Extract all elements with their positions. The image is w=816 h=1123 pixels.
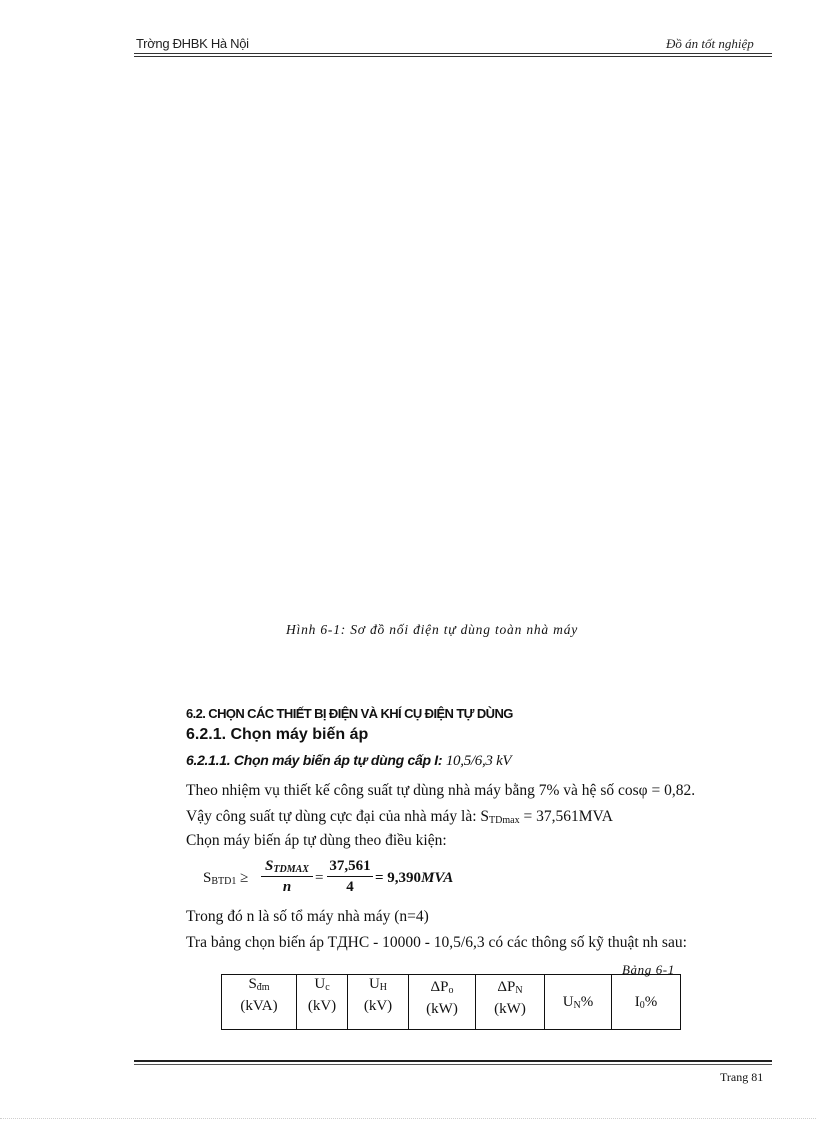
- formula-lhs-symbol: S: [203, 870, 212, 886]
- formula-ge-sign: ≥: [236, 870, 249, 886]
- paragraph-max-power: [186, 808, 613, 826]
- header-document-type: Đồ án tốt nghiệp: [666, 36, 754, 51]
- fraction-numerator: [261, 858, 313, 877]
- formula-fraction-numeric: [327, 858, 373, 896]
- col-rated-power: $S_{đm}$ (kVA): [222, 975, 297, 1030]
- formula-lhs: [203, 870, 248, 887]
- header-school: Trờng ĐHBK Hà Nội: [136, 36, 249, 51]
- paragraph-selfuse-ratio: Theo nhiệm vụ thiết kế công suất tự dùng nhà máy bằng 7% và hệ số cosφ = 0,82.: [186, 782, 696, 799]
- figure-caption: Hình 6-1: Sơ đồ nối điện tự dùng toàn nhà máy: [286, 622, 579, 637]
- numeric-numerator: 37,561: [327, 858, 373, 877]
- formula-result-unit: MVA: [421, 870, 454, 886]
- transformer-spec-table: [221, 974, 681, 1030]
- formula-equals: =: [315, 870, 324, 886]
- page-bottom-border: [0, 1118, 816, 1119]
- col-no-load-loss: $\Delta P_o$ (kW): [409, 975, 476, 1030]
- col-low-voltage: $U_H$ (kV): [348, 975, 409, 1030]
- col-no-load-current: $I_0\%$: [612, 975, 681, 1030]
- table-label: Bảng 6-1: [622, 962, 675, 977]
- page-number: Trang 81: [720, 1070, 764, 1084]
- fraction-denominator: n: [282, 879, 292, 895]
- subsection-heading: 6.2.1. Chọn máy biến áp: [186, 726, 369, 743]
- formula-lhs-subscript: BTD1: [211, 876, 237, 887]
- formula-result: [375, 870, 453, 887]
- header-rule: [134, 53, 772, 54]
- col-short-circuit-voltage: $U_N\%$: [545, 975, 612, 1030]
- numerator-subscript: TDMAX: [273, 864, 309, 875]
- section-heading: 6.2. CHỌN CÁC THIẾT BỊ ĐIỆN VÀ KHÍ CỤ ĐIỆN TỰ DÙNG: [186, 706, 513, 721]
- formula-result-value: = 9,390: [375, 870, 422, 886]
- numerator-symbol: S: [265, 858, 274, 874]
- paragraph-table-intro: Tra bảng chọn biến áp TДHC - 10000 - 10,5/6,3 có các thông số kỹ thuật nh sau:: [186, 934, 687, 951]
- max-power-text: Vậy công suất tự dùng cực đại của nhà máy là: S: [186, 808, 490, 825]
- subsubsection-heading: [186, 752, 511, 770]
- table-header-row: [222, 975, 681, 1030]
- col-high-voltage: $U_c$ (kV): [297, 975, 348, 1030]
- col-short-circuit-loss: $\Delta P_N$ (kW): [476, 975, 545, 1030]
- numeric-denominator: 4: [346, 879, 354, 895]
- paragraph-condition: Chọn máy biến áp tự dùng theo điều kiện:: [186, 832, 447, 849]
- footer-rule: [134, 1060, 772, 1062]
- paragraph-unit-count: Trong đó n là số tổ máy nhà máy (n=4): [186, 908, 429, 925]
- formula-fraction-symbolic: [261, 858, 313, 896]
- header-rule-secondary: [134, 56, 772, 57]
- max-power-value: = 37,561MVA: [519, 808, 613, 825]
- voltage-level: 10,5/6,3 kV: [445, 753, 512, 769]
- subsubsection-title: 6.2.1.1. Chọn máy biến áp tự dùng cấp I:: [186, 752, 443, 768]
- footer-rule-secondary: [134, 1064, 772, 1065]
- max-power-subscript: TDmax: [489, 815, 520, 826]
